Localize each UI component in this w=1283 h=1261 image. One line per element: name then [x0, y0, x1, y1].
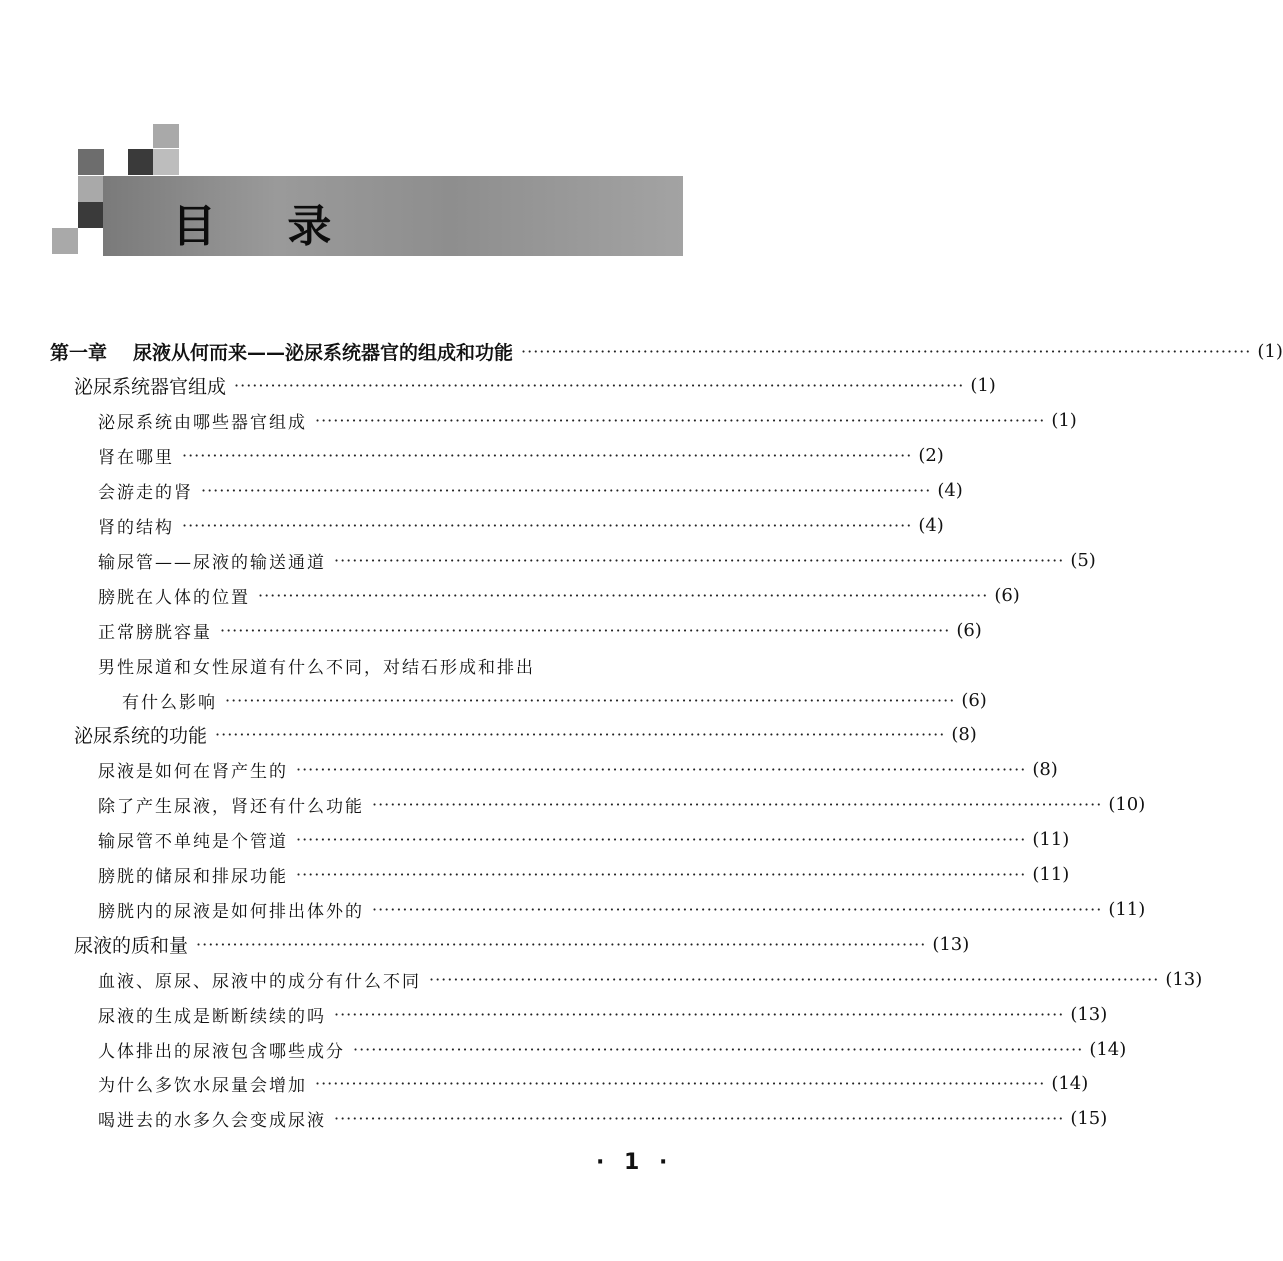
toc-item-entry — [98, 1104, 1108, 1134]
toc-item-entry — [98, 1069, 1089, 1099]
toc-page-number: (5) — [1070, 549, 1096, 571]
toc-entry-title: 除了产生尿液，肾还有什么功能 — [98, 797, 364, 818]
decor-square — [78, 202, 104, 228]
toc-entry-title: 泌尿系统器官组成 — [74, 376, 227, 399]
decor-square — [78, 149, 104, 175]
toc-page-number: (11) — [1032, 829, 1070, 851]
toc-page-number: (4) — [918, 515, 944, 536]
toc-leader-dots: ························································································································ — [234, 376, 965, 396]
toc-item-entry — [98, 790, 1146, 820]
toc-leader-dots: ························································································································ — [215, 725, 946, 745]
toc-leader-dots: ························································································································ — [334, 1109, 1065, 1129]
toc-page-number: (11) — [1108, 898, 1146, 920]
toc-page-number: (14) — [1051, 1073, 1089, 1095]
toc-leader-dots: ························································································································ — [372, 899, 1103, 919]
toc-page-number: (6) — [956, 619, 982, 641]
toc-leader-dots: ························································································································ — [258, 585, 989, 605]
toc-leader-dots: ························································································································ — [201, 481, 932, 501]
toc-item-entry — [98, 860, 1070, 890]
toc-item-entry — [98, 825, 1070, 855]
toc-entry-title: 会游走的肾 — [98, 483, 193, 504]
header-banner — [0, 0, 790, 300]
toc-page-number: (8) — [951, 724, 977, 746]
toc-item-entry — [98, 755, 1058, 785]
toc-entry-title: 血液、原尿、尿液中的成分有什么不同 — [98, 971, 421, 992]
toc-page-number: (2) — [918, 445, 944, 467]
toc-leader-dots: ························································································································ — [315, 411, 1046, 431]
toc-entry-title: 喝进去的水多久会变成尿液 — [98, 1111, 326, 1132]
toc-entry-title: 正常膀胱容量 — [98, 622, 212, 643]
toc-item-entry — [98, 650, 682, 680]
toc-page-number: (8) — [1032, 759, 1058, 781]
toc-entry-title: 尿液的质和量 — [74, 934, 189, 957]
toc-page-number: (6) — [961, 689, 987, 711]
toc-section-entry — [74, 720, 977, 750]
toc-leader-dots: ························································································································ — [225, 690, 956, 710]
toc-page-number: (13) — [1070, 1003, 1108, 1025]
decor-square — [128, 149, 154, 175]
toc-item-entry — [98, 580, 1020, 610]
toc-leader-dots: ························································································································ — [182, 516, 913, 535]
toc-item-entry — [98, 964, 1203, 994]
toc-leader-dots: ························································································································ — [220, 620, 951, 640]
toc-entry-title: 为什么多饮水尿量会增加 — [98, 1076, 307, 1097]
toc-entry-title: 肾在哪里 — [98, 448, 174, 469]
toc-page-number: (4) — [937, 480, 963, 502]
toc-item-entry — [98, 511, 944, 541]
toc-leader-dots: ························································································································ — [182, 446, 913, 466]
toc-leader-dots: ························································································································ — [353, 1039, 1084, 1059]
toc-page-number: (6) — [994, 584, 1020, 606]
decor-square — [52, 228, 78, 254]
toc-page-number: (1) — [970, 375, 996, 397]
toc-item-entry — [98, 615, 982, 645]
toc-page-number: (15) — [1070, 1108, 1108, 1130]
toc-entry-title: 泌尿系统由哪些器官组成 — [98, 413, 307, 434]
toc-entry-title: 膀胱内的尿液是如何排出体外的 — [98, 901, 364, 922]
toc-chapter-number: 第一章 — [50, 341, 108, 364]
toc-entry-title: 输尿管——尿液的输送通道 — [98, 552, 326, 573]
toc-entry-title: 尿液是如何在肾产生的 — [98, 762, 288, 783]
toc-item-entry — [98, 406, 1077, 436]
toc-item-entry — [98, 545, 1096, 575]
toc-entry-title: 输尿管不单纯是个管道 — [98, 832, 288, 853]
toc-item-entry — [98, 476, 963, 506]
toc-leader-dots: ························································································································ — [334, 550, 1065, 570]
toc-leader-dots: ························································································································ — [296, 830, 1027, 850]
toc-leader-dots: ························································································································ — [296, 865, 1027, 884]
toc-section-entry — [74, 371, 996, 401]
toc-page-number: (11) — [1032, 864, 1070, 885]
decor-square — [153, 124, 179, 148]
toc-section-entry — [74, 929, 970, 959]
toc-item-entry — [98, 999, 1108, 1029]
toc-entry-title: 尿液从何而来——泌尿系统器官的组成和功能 — [133, 341, 514, 364]
toc-leader-dots: ························································································································ — [196, 934, 927, 954]
toc-leader-dots: ························································································································ — [296, 760, 1027, 780]
toc-entry-title: 肾的结构 — [98, 518, 174, 538]
toc-page-number: (1) — [1257, 340, 1283, 362]
toc-leader-dots: ························································································································ — [315, 1074, 1046, 1094]
toc-entry-title: 膀胱的储尿和排尿功能 — [98, 867, 288, 887]
toc-entry-title: 膀胱在人体的位置 — [98, 587, 250, 608]
toc-page-number: (13) — [932, 933, 970, 955]
toc-page-number: (14) — [1089, 1038, 1127, 1060]
toc-entry-title: 有什么影响 — [122, 692, 217, 713]
decor-square — [78, 176, 104, 202]
toc-entry-title: 人体排出的尿液包含哪些成分 — [98, 1041, 345, 1062]
toc-item-entry — [98, 441, 944, 471]
toc-leader-dots: ························································································································ — [372, 795, 1103, 815]
page-title: 目 录 — [172, 201, 360, 252]
toc-page-number: (1) — [1051, 410, 1077, 432]
toc-leader-dots: ························································································································ — [429, 969, 1160, 989]
toc-item-entry — [122, 685, 987, 715]
toc-item-entry — [98, 1034, 1127, 1064]
toc-entry-title: 尿液的生成是断断续续的吗 — [98, 1006, 326, 1027]
toc-page-number: (10) — [1108, 794, 1146, 816]
toc-chapter-entry — [50, 336, 1283, 366]
toc-page-number: (13) — [1165, 968, 1203, 990]
toc-entry-title: 男性尿道和女性尿道有什么不同，对结石形成和排出 — [98, 657, 535, 678]
toc-entry-title: 泌尿系统的功能 — [74, 725, 208, 748]
toc-item-entry — [98, 894, 1146, 924]
toc-leader-dots: ························································································································ — [521, 341, 1252, 361]
toc-leader-dots: ························································································································ — [334, 1004, 1065, 1024]
page-number: · 1 · — [596, 1150, 674, 1175]
decor-square — [153, 149, 179, 175]
